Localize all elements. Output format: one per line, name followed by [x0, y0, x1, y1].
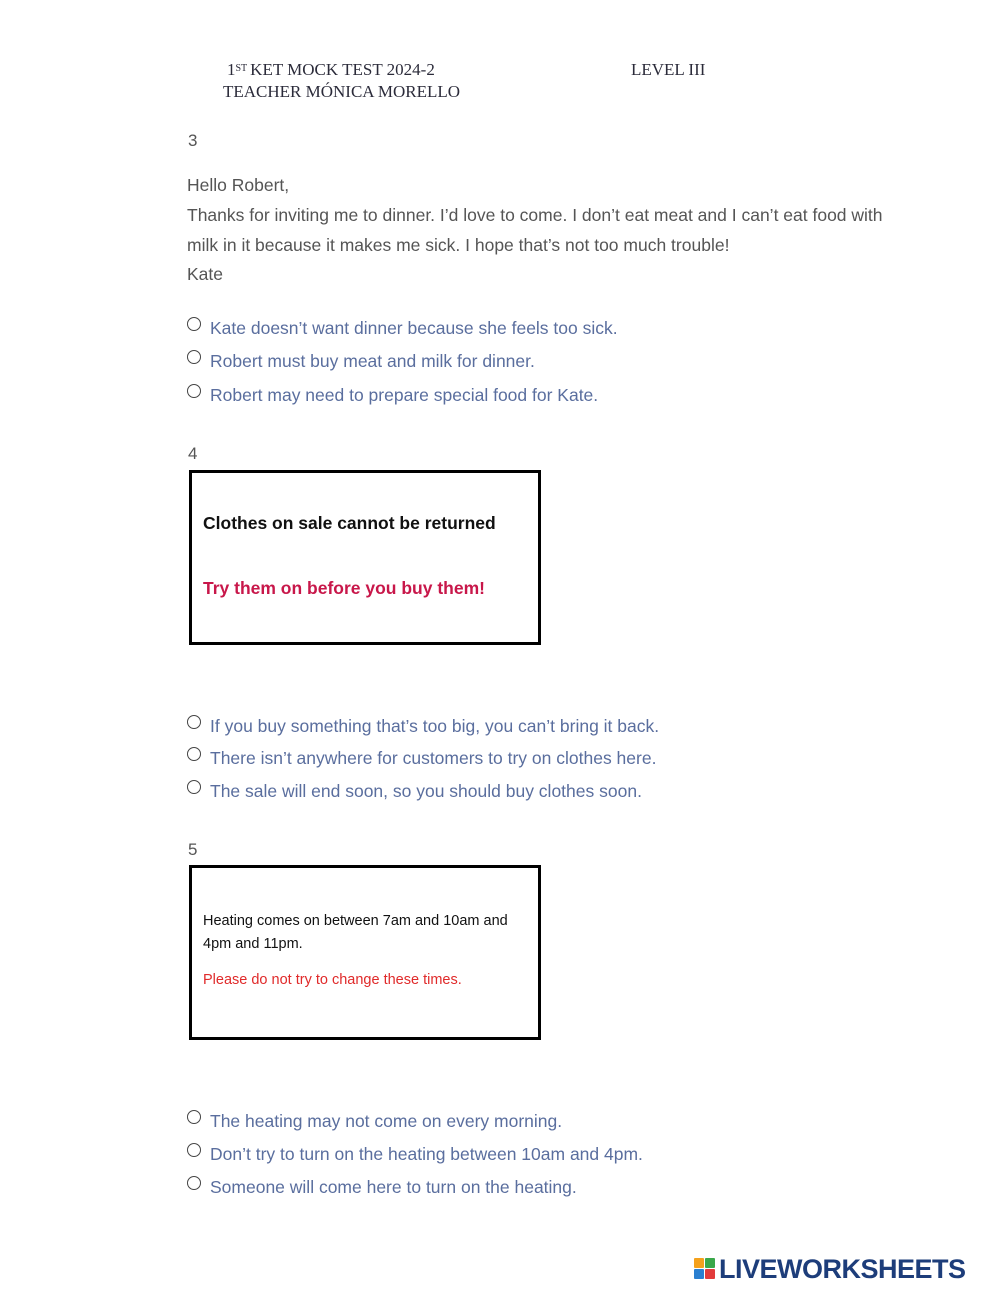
radio-button[interactable] — [187, 747, 201, 761]
option-label: The sale will end soon, so you should buy clothes soon. — [210, 780, 642, 801]
notice-line-2: Try them on before you buy them! — [203, 578, 485, 598]
question-4-number: 4 — [188, 444, 198, 463]
title-text: KET MOCK TEST 2024-2 — [250, 60, 435, 79]
option-label: Kate doesn’t want dinner because she feels too sick. — [210, 317, 618, 338]
question-5-number: 5 — [188, 840, 198, 859]
radio-button[interactable] — [187, 1176, 201, 1190]
option-label: Robert may need to prepare special food for Kate. — [210, 384, 599, 405]
radio-button[interactable] — [187, 715, 201, 729]
q3-option-b[interactable] — [187, 349, 535, 373]
q3-option-a[interactable] — [187, 316, 618, 340]
radio-button[interactable] — [187, 1110, 201, 1124]
radio-button[interactable] — [187, 317, 201, 331]
notice-line-1: Clothes on sale cannot be returned — [203, 513, 496, 533]
liveworksheets-logo-icon — [694, 1258, 716, 1280]
title-ordinal: 1 — [227, 60, 236, 79]
option-label: If you buy something that’s too big, you can’t bring it back. — [210, 715, 660, 736]
q3-greeting: Hello Robert, — [187, 175, 290, 195]
radio-button[interactable] — [187, 1143, 201, 1157]
q4-option-b[interactable] — [187, 746, 656, 770]
option-label: Don’t try to turn on the heating between 10am and 4pm. — [210, 1143, 643, 1164]
radio-button[interactable] — [187, 384, 201, 398]
q4-option-c[interactable] — [187, 779, 642, 803]
q5-option-b[interactable] — [187, 1142, 643, 1166]
option-label: Robert must buy meat and milk for dinner. — [210, 350, 535, 371]
q4-option-a[interactable] — [187, 714, 659, 738]
option-label: The heating may not come on every morning. — [210, 1110, 563, 1131]
question-3-number: 3 — [188, 131, 198, 150]
liveworksheets-logo — [694, 1254, 966, 1284]
q4-notice-image — [189, 470, 541, 645]
notice-line-2: Please do not try to change these times. — [203, 972, 462, 988]
test-title — [227, 60, 435, 80]
test-level: LEVEL III — [631, 60, 706, 79]
q3-signature: Kate — [187, 264, 223, 284]
option-label: There isn’t anywhere for customers to try on clothes here. — [210, 747, 657, 768]
logo-wordmark: LIVEWORKSHEETS — [719, 1253, 966, 1284]
title-ordinal-suffix: ST — [235, 63, 248, 74]
q5-option-c[interactable] — [187, 1175, 577, 1199]
notice-line-1: Heating comes on between 7am and 10am and 4pm and 11pm. — [203, 913, 508, 952]
q3-option-c[interactable] — [187, 383, 598, 407]
q3-body-line-1: Thanks for inviting me to dinner. I’d love to come. I don’t eat meat and I can’t eat food with — [187, 205, 883, 225]
option-label: Someone will come here to turn on the heating. — [210, 1176, 577, 1197]
radio-button[interactable] — [187, 780, 201, 794]
teacher-name: TEACHER MÓNICA MORELLO — [223, 82, 461, 101]
q3-body-line-2: milk in it because it makes me sick. I hope that’s not too much trouble! — [187, 235, 730, 255]
q5-notice-image — [189, 865, 541, 1040]
radio-button[interactable] — [187, 350, 201, 364]
q5-option-a[interactable] — [187, 1109, 562, 1133]
